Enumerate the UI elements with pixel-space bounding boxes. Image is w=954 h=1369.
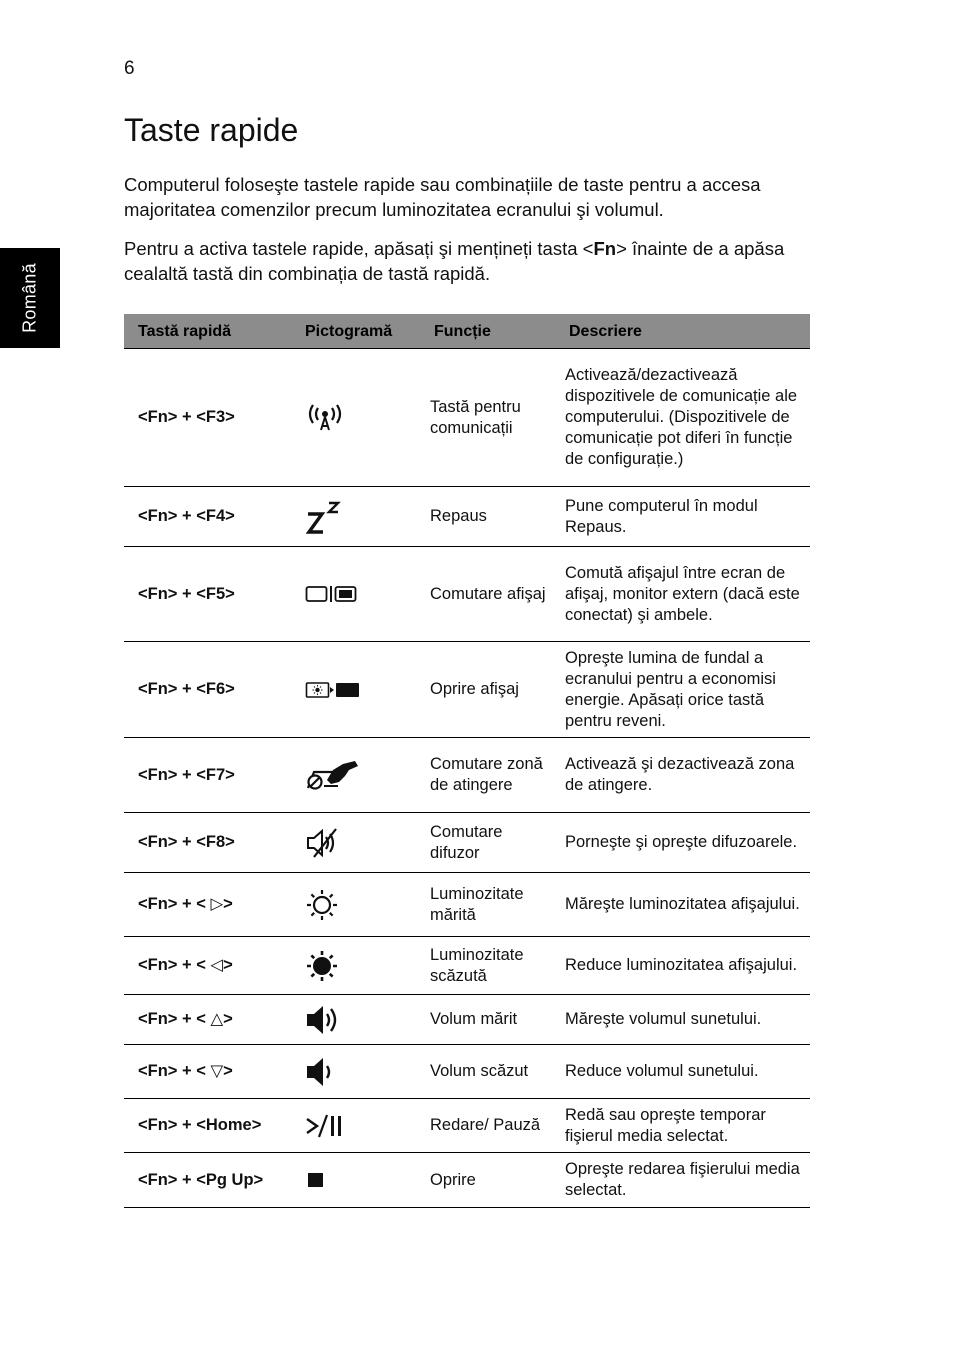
description-cell: Activează/dezactivează dispozitivele de comunicație ale computerului. (Dispozitivele de comunicație pot diferi în funcție de configurație.) (555, 349, 810, 487)
table-row (124, 1045, 810, 1099)
hotkey-cell: <Fn> + <F4> (124, 487, 291, 547)
display-off-icon (305, 680, 361, 700)
function-cell: Luminozitate mărită (420, 873, 555, 937)
sleep-icon (305, 500, 345, 534)
table-row (124, 487, 810, 547)
touchpad-toggle-icon (305, 758, 361, 792)
hotkeys-table (124, 314, 810, 1208)
table-row (124, 873, 810, 937)
function-cell: Redare/ Pauză (420, 1099, 555, 1153)
table-row (124, 1153, 810, 1208)
description-cell: Opreşte lumina de fundal a ecranului pentru a economisi energie. Apăsați orice tastă pentru reveni. (555, 642, 810, 738)
description-cell: Măreşte luminozitatea afişajului. (555, 873, 810, 937)
description-cell: Opreşte redarea fişierului media selectat. (555, 1153, 810, 1208)
speaker-mute-icon (305, 828, 345, 858)
hotkey-cell: <Fn> + < ▽> (124, 1045, 291, 1099)
language-side-tab (0, 248, 60, 348)
description-cell: Măreşte volumul sunetului. (555, 995, 810, 1045)
description-cell: Reduce volumul sunetului. (555, 1045, 810, 1099)
hotkey-cell: <Fn> + <F3> (124, 349, 291, 487)
function-cell: Volum scăzut (420, 1045, 555, 1099)
wireless-communication-icon (305, 403, 345, 433)
description-cell: Pune computerul în modul Repaus. (555, 487, 810, 547)
function-cell: Comutare afişaj (420, 547, 555, 642)
hotkey-cell: <Fn> + <F6> (124, 642, 291, 738)
page-title: Taste rapide (124, 112, 299, 148)
hotkey-cell: <Fn> + < ◁> (124, 937, 291, 995)
hotkey-cell: <Fn> + <F5> (124, 547, 291, 642)
fn-key-name: Fn (593, 238, 617, 259)
header-icon: Pictogramă (291, 314, 420, 349)
description-cell: Reduce luminozitatea afişajului. (555, 937, 810, 995)
display-toggle-icon (305, 584, 361, 604)
activation-paragraph (124, 236, 814, 286)
volume-down-icon (305, 1056, 341, 1088)
function-cell: Luminozitate scăzută (420, 937, 555, 995)
table-header-row (124, 314, 810, 349)
table-row (124, 937, 810, 995)
brightness-down-icon (305, 949, 339, 983)
table-row (124, 349, 810, 487)
language-label: Română (19, 263, 40, 333)
hotkey-cell: <Fn> + < ▷> (124, 873, 291, 937)
intro-paragraph: Computerul foloseşte tastele rapide sau combinațiile de taste pentru a accesa majoritatea comenzilor precum luminozitatea ecranului şi volumul. (124, 174, 761, 220)
hotkey-cell: <Fn> + <F8> (124, 813, 291, 873)
function-cell: Oprire afişaj (420, 642, 555, 738)
activation-text-after: > înainte de a apăsa cealaltă tastă din combinația de tastă rapidă. (124, 238, 785, 284)
table-row (124, 738, 810, 813)
description-cell: Redă sau opreşte temporar fişierul media selectat. (555, 1099, 810, 1153)
function-cell: Repaus (420, 487, 555, 547)
brightness-up-icon (305, 888, 339, 922)
play-pause-icon (305, 1113, 345, 1139)
table-row (124, 642, 810, 738)
header-function: Funcție (420, 314, 555, 349)
table-row (124, 547, 810, 642)
table-row (124, 813, 810, 873)
description-cell: Porneşte şi opreşte difuzoarele. (555, 813, 810, 873)
description-cell: Comută afişajul între ecran de afişaj, monitor extern (dacă este conectat) şi ambele. (555, 547, 810, 642)
hotkey-cell: <Fn> + <Pg Up> (124, 1153, 291, 1208)
table-row (124, 1099, 810, 1153)
function-cell: Oprire (420, 1153, 555, 1208)
hotkey-cell: <Fn> + <F7> (124, 738, 291, 813)
function-cell: Comutare zonă de atingere (420, 738, 555, 813)
volume-up-icon (305, 1004, 341, 1036)
hotkey-cell: <Fn> + <Home> (124, 1099, 291, 1153)
description-cell: Activează şi dezactivează zona de atingere. (555, 738, 810, 813)
activation-text-before: Pentru a activa tastele rapide, apăsați şi mențineți tasta < (124, 238, 594, 259)
stop-icon (305, 1170, 327, 1190)
function-cell: Tastă pentru comunicații (420, 349, 555, 487)
page-number: 6 (124, 58, 135, 79)
function-cell: Comutare difuzor (420, 813, 555, 873)
table-row (124, 995, 810, 1045)
header-hotkey: Tastă rapidă (124, 314, 291, 349)
hotkey-cell: <Fn> + < △> (124, 995, 291, 1045)
function-cell: Volum mărit (420, 995, 555, 1045)
header-description: Descriere (555, 314, 810, 349)
